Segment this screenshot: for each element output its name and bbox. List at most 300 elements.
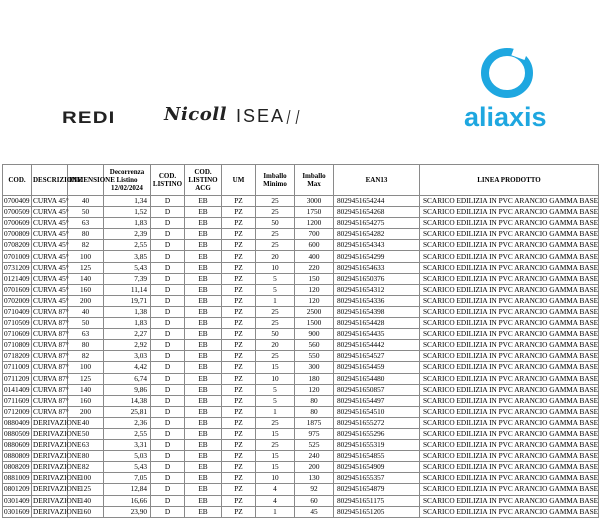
cell-max: 1750 xyxy=(295,207,334,218)
cell-price: 4,42 xyxy=(104,362,151,373)
cell-dim: 80 xyxy=(68,340,104,351)
cell-min: 5 xyxy=(256,273,295,284)
table-row xyxy=(3,451,599,462)
cell-line: SCARICO EDILIZIA IN PVC ARANCIO GAMMA BASE xyxy=(420,295,599,306)
cell-ean: 8029451654510 xyxy=(334,406,420,417)
cell-desc: CURVA 45° xyxy=(33,240,69,250)
table-row xyxy=(3,506,599,517)
isea-logo xyxy=(236,106,298,127)
cell-list: D xyxy=(151,295,185,306)
redi-logo xyxy=(62,108,116,128)
cell-desc: DERIVAZIONE xyxy=(33,506,82,516)
cell-ean: 8029451651205 xyxy=(334,506,420,517)
cell-min: 4 xyxy=(256,484,295,495)
nicoll-logo xyxy=(164,104,227,125)
cell-list: D xyxy=(151,262,185,273)
cell-list: D xyxy=(151,351,185,362)
table-row xyxy=(3,417,599,428)
cell-cod: 0710809 xyxy=(4,340,30,350)
cell-min: 10 xyxy=(256,373,295,384)
cell-ean: 8029451655319 xyxy=(334,440,420,451)
cell-price: 16,66 xyxy=(104,495,151,506)
cell-dim: 100 xyxy=(68,251,104,262)
cell-list: D xyxy=(151,428,185,439)
cell-cod: 0700409 xyxy=(4,196,30,206)
cell-price: 2,55 xyxy=(104,240,151,251)
cell-um: PZ xyxy=(222,406,256,417)
cell-max: 120 xyxy=(295,284,334,295)
cell-acg: EB xyxy=(185,495,222,506)
cell-price: 25,81 xyxy=(104,406,151,417)
col-header-max: Imballo Max xyxy=(295,165,334,196)
cell-max: 200 xyxy=(295,462,334,473)
cell-acg: EB xyxy=(185,306,222,317)
cell-min: 15 xyxy=(256,362,295,373)
cell-um: PZ xyxy=(222,262,256,273)
table-row xyxy=(3,351,599,362)
col-header-um: UM xyxy=(222,165,256,196)
cell-desc: CURVA 87° xyxy=(33,340,69,350)
table-row xyxy=(3,318,599,329)
cell-line: SCARICO EDILIZIA IN PVC ARANCIO GAMMA BASE xyxy=(420,229,599,240)
cell-ean: 8029451654343 xyxy=(334,240,420,251)
cell-list: D xyxy=(151,196,185,207)
cell-list: D xyxy=(151,218,185,229)
cell-line: SCARICO EDILIZIA IN PVC ARANCIO GAMMA BASE xyxy=(420,462,599,473)
cell-min: 1 xyxy=(256,295,295,306)
cell-cod: 0880509 xyxy=(4,429,30,439)
cell-acg: EB xyxy=(185,284,222,295)
cell-max: 240 xyxy=(295,451,334,462)
cell-acg: EB xyxy=(185,473,222,484)
cell-price: 2,92 xyxy=(104,340,151,351)
aliaxis-ring-icon xyxy=(478,46,536,100)
cell-max: 120 xyxy=(295,295,334,306)
cell-line: SCARICO EDILIZIA IN PVC ARANCIO GAMMA BASE xyxy=(420,406,599,417)
cell-ean: 8029451654480 xyxy=(334,373,420,384)
cell-min: 4 xyxy=(256,495,295,506)
cell-acg: EB xyxy=(185,340,222,351)
cell-min: 25 xyxy=(256,229,295,240)
cell-list: D xyxy=(151,417,185,428)
cell-um: PZ xyxy=(222,318,256,329)
cell-ean: 8029451654336 xyxy=(334,295,420,306)
cell-desc: CURVA 87° xyxy=(33,373,69,383)
cell-line: SCARICO EDILIZIA IN PVC ARANCIO GAMMA BASE xyxy=(420,207,599,218)
cell-um: PZ xyxy=(222,417,256,428)
col-header-list: COD. LISTINO xyxy=(151,165,185,196)
table-row xyxy=(3,262,599,273)
cell-cod: 0801209 xyxy=(4,484,30,494)
cell-um: PZ xyxy=(222,462,256,473)
cell-desc: CURVA 87° xyxy=(33,306,69,316)
cell-max: 80 xyxy=(295,395,334,406)
table-row xyxy=(3,207,599,218)
cell-max: 60 xyxy=(295,495,334,506)
cell-cod: 0710609 xyxy=(4,329,30,339)
brand-logos xyxy=(60,104,310,132)
cell-price: 12,84 xyxy=(104,484,151,495)
cell-min: 50 xyxy=(256,329,295,340)
cell-acg: EB xyxy=(185,417,222,428)
cell-price: 2,39 xyxy=(104,229,151,240)
cell-min: 25 xyxy=(256,351,295,362)
price-table xyxy=(2,164,599,518)
cell-um: PZ xyxy=(222,306,256,317)
cell-line: SCARICO EDILIZIA IN PVC ARANCIO GAMMA BASE xyxy=(420,329,599,340)
cell-max: 3000 xyxy=(295,196,334,207)
cell-line: SCARICO EDILIZIA IN PVC ARANCIO GAMMA BASE xyxy=(420,340,599,351)
cell-cod: 0121409 xyxy=(4,273,30,283)
cell-um: PZ xyxy=(222,451,256,462)
cell-um: PZ xyxy=(222,340,256,351)
cell-dim: 50 xyxy=(68,207,104,218)
cell-ean: 8029451651175 xyxy=(334,495,420,506)
cell-desc: DERIVAZIONE xyxy=(33,429,82,439)
cell-desc: CURVA 45° xyxy=(33,262,69,272)
cell-min: 15 xyxy=(256,462,295,473)
cell-acg: EB xyxy=(185,196,222,207)
cell-max: 600 xyxy=(295,240,334,251)
cell-min: 25 xyxy=(256,207,295,218)
cell-cod: 0301409 xyxy=(4,495,30,505)
table-row xyxy=(3,284,599,295)
cell-dim: 50 xyxy=(68,428,104,439)
cell-list: D xyxy=(151,362,185,373)
cell-acg: EB xyxy=(185,373,222,384)
redi-logo-text: REDI xyxy=(62,108,116,127)
cell-price: 19,71 xyxy=(104,295,151,306)
cell-min: 25 xyxy=(256,318,295,329)
table-header-row xyxy=(3,165,599,196)
cell-min: 20 xyxy=(256,340,295,351)
cell-cod: 0808209 xyxy=(4,462,30,472)
cell-acg: EB xyxy=(185,395,222,406)
cell-acg: EB xyxy=(185,406,222,417)
cell-acg: EB xyxy=(185,462,222,473)
cell-um: PZ xyxy=(222,329,256,340)
cell-list: D xyxy=(151,251,185,262)
cell-price: 7,39 xyxy=(104,273,151,284)
cell-list: D xyxy=(151,506,185,517)
cell-dim: 125 xyxy=(68,373,104,384)
cell-dim: 50 xyxy=(68,318,104,329)
cell-desc: DERIVAZIONE xyxy=(33,462,82,472)
cell-line: SCARICO EDILIZIA IN PVC ARANCIO GAMMA BASE xyxy=(420,473,599,484)
col-header-ean: EAN13 xyxy=(334,165,420,196)
cell-list: D xyxy=(151,340,185,351)
col-header-acg: COD. LISTINO ACG xyxy=(185,165,222,196)
cell-acg: EB xyxy=(185,262,222,273)
cell-desc: CURVA 87° xyxy=(33,362,69,372)
cell-max: 220 xyxy=(295,262,334,273)
cell-ean: 8029451655357 xyxy=(334,473,420,484)
cell-desc: DERIVAZIONE xyxy=(33,440,82,450)
cell-desc: CURVA 45° xyxy=(33,273,69,283)
cell-cod: 0881009 xyxy=(4,473,30,483)
cell-acg: EB xyxy=(185,218,222,229)
cell-list: D xyxy=(151,406,185,417)
cell-cod: 0301609 xyxy=(4,506,30,516)
cell-cod: 0711609 xyxy=(3,395,32,406)
cell-max: 2500 xyxy=(295,306,334,317)
cell-list: D xyxy=(151,473,185,484)
cell-line: SCARICO EDILIZIA IN PVC ARANCIO GAMMA BASE xyxy=(420,395,599,406)
cell-acg: EB xyxy=(185,506,222,517)
cell-cod: 0880409 xyxy=(4,417,30,427)
cell-ean: 8029451654633 xyxy=(334,262,420,273)
cell-um: PZ xyxy=(222,251,256,262)
cell-dim: 40 xyxy=(68,196,104,207)
cell-ean: 8029451654275 xyxy=(334,218,420,229)
cell-desc: CURVA 45° xyxy=(33,207,69,217)
cell-desc: CURVA 87° xyxy=(33,318,69,328)
cell-price: 1,38 xyxy=(104,306,151,317)
cell-dim: 80 xyxy=(68,229,104,240)
cell-cod: 0701609 xyxy=(4,284,30,294)
cell-cod: 0141409 xyxy=(4,384,30,394)
cell-dim: 160 xyxy=(68,284,104,295)
cell-um: PZ xyxy=(222,473,256,484)
cell-price: 3,85 xyxy=(104,251,151,262)
cell-dim: 100 xyxy=(68,362,104,373)
aliaxis-logo xyxy=(458,46,558,136)
cell-max: 150 xyxy=(295,273,334,284)
cell-list: D xyxy=(151,462,185,473)
table-row xyxy=(3,406,599,417)
cell-dim: 100 xyxy=(68,473,104,484)
cell-desc: CURVA 87° xyxy=(33,351,69,361)
cell-line: SCARICO EDILIZIA IN PVC ARANCIO GAMMA BASE xyxy=(420,262,599,273)
cell-price: 5,43 xyxy=(104,462,151,473)
col-header-price: Decorrenza Listino 12/02/2024 xyxy=(104,165,151,196)
table-row xyxy=(3,196,599,207)
cell-ean: 8029451654527 xyxy=(334,351,420,362)
cell-acg: EB xyxy=(185,318,222,329)
cell-dim: 40 xyxy=(68,417,104,428)
col-header-line: LINEA PRODOTTO xyxy=(420,165,599,196)
cell-ean: 8029451654282 xyxy=(334,229,420,240)
cell-desc: CURVA 45° xyxy=(33,218,69,228)
cell-desc: DERIVAZIONE xyxy=(33,495,82,505)
cell-line: SCARICO EDILIZIA IN PVC ARANCIO GAMMA BASE xyxy=(420,484,599,495)
cell-dim: 125 xyxy=(68,262,104,273)
cell-line: SCARICO EDILIZIA IN PVC ARANCIO GAMMA BASE xyxy=(420,284,599,295)
cell-price: 1,83 xyxy=(104,218,151,229)
aliaxis-wordmark: aliaxis xyxy=(464,102,547,132)
cell-line: SCARICO EDILIZIA IN PVC ARANCIO GAMMA BASE xyxy=(420,417,599,428)
table-row xyxy=(3,251,599,262)
table-row xyxy=(3,495,599,506)
cell-price: 5,03 xyxy=(104,451,151,462)
cell-desc: CURVA 87° xyxy=(33,395,69,405)
cell-line: SCARICO EDILIZIA IN PVC ARANCIO GAMMA BASE xyxy=(420,440,599,451)
cell-min: 10 xyxy=(256,262,295,273)
cell-desc: CURVA 45° xyxy=(33,295,69,305)
cell-um: PZ xyxy=(222,428,256,439)
cell-list: D xyxy=(151,384,185,395)
cell-cod: 0712009 xyxy=(4,406,30,416)
cell-acg: EB xyxy=(185,484,222,495)
cell-price: 6,74 xyxy=(104,373,151,384)
cell-list: D xyxy=(151,373,185,384)
cell-min: 20 xyxy=(256,251,295,262)
cell-cod: 0880809 xyxy=(4,451,30,461)
cell-dim: 160 xyxy=(68,506,104,517)
cell-dim: 63 xyxy=(68,218,104,229)
cell-price: 1,83 xyxy=(104,318,151,329)
cell-max: 550 xyxy=(295,351,334,362)
cell-cod: 0702009 xyxy=(4,295,30,305)
cell-desc: CURVA 87° xyxy=(33,384,69,394)
table-row xyxy=(3,306,599,317)
cell-min: 1 xyxy=(256,506,295,517)
cell-dim: 40 xyxy=(68,306,104,317)
cell-list: D xyxy=(151,495,185,506)
cell-desc: DERIVAZIONE xyxy=(33,417,82,427)
table-body xyxy=(3,196,599,518)
table-row xyxy=(3,473,599,484)
col-header-min: Imballo Minimo xyxy=(256,165,295,196)
cell-price: 11,14 xyxy=(104,284,151,295)
table-row xyxy=(3,373,599,384)
cell-cod: 0711009 xyxy=(3,362,32,373)
cell-price: 1,52 xyxy=(104,207,151,218)
cell-line: SCARICO EDILIZIA IN PVC ARANCIO GAMMA BASE xyxy=(420,362,599,373)
cell-dim: 82 xyxy=(68,462,104,473)
cell-cod: 0701009 xyxy=(4,251,30,261)
cell-max: 300 xyxy=(295,362,334,373)
cell-acg: EB xyxy=(185,351,222,362)
cell-list: D xyxy=(151,284,185,295)
cell-min: 50 xyxy=(256,218,295,229)
cell-um: PZ xyxy=(222,295,256,306)
cell-max: 80 xyxy=(295,406,334,417)
table-row xyxy=(3,229,599,240)
cell-max: 525 xyxy=(295,440,334,451)
cell-acg: EB xyxy=(185,295,222,306)
cell-price: 1,34 xyxy=(104,196,151,207)
cell-dim: 63 xyxy=(68,440,104,451)
cell-um: PZ xyxy=(222,440,256,451)
cell-list: D xyxy=(151,273,185,284)
table-row xyxy=(3,273,599,284)
cell-um: PZ xyxy=(222,384,256,395)
cell-ean: 8029451654497 xyxy=(334,395,420,406)
cell-desc: CURVA 45° xyxy=(33,196,69,206)
cell-ean: 8029451654312 xyxy=(334,284,420,295)
cell-acg: EB xyxy=(185,451,222,462)
cell-acg: EB xyxy=(185,428,222,439)
cell-min: 25 xyxy=(256,196,295,207)
cell-list: D xyxy=(151,329,185,340)
cell-min: 15 xyxy=(256,451,295,462)
cell-min: 25 xyxy=(256,240,295,251)
cell-max: 92 xyxy=(295,484,334,495)
cell-list: D xyxy=(151,306,185,317)
cell-desc: CURVA 45° xyxy=(33,229,69,239)
cell-max: 1500 xyxy=(295,318,334,329)
cell-min: 5 xyxy=(256,384,295,395)
cell-min: 1 xyxy=(256,406,295,417)
cell-ean: 8029451655296 xyxy=(334,428,420,439)
cell-line: SCARICO EDILIZIA IN PVC ARANCIO GAMMA BASE xyxy=(420,218,599,229)
cell-acg: EB xyxy=(185,207,222,218)
cell-cod: 0700809 xyxy=(4,229,30,239)
cell-min: 5 xyxy=(256,395,295,406)
cell-ean: 8029451654909 xyxy=(334,462,420,473)
cell-desc: DERIVAZIONE xyxy=(33,451,82,461)
cell-desc: CURVA 45° xyxy=(33,284,69,294)
cell-ean: 8029451655272 xyxy=(334,417,420,428)
cell-dim: 140 xyxy=(68,384,104,395)
cell-ean: 8029451650376 xyxy=(334,273,420,284)
cell-dim: 200 xyxy=(68,406,104,417)
cell-cod: 0731209 xyxy=(4,262,30,272)
cell-dim: 160 xyxy=(68,395,104,406)
cell-desc: DERIVAZIONE xyxy=(33,473,82,483)
cell-acg: EB xyxy=(185,229,222,240)
cell-min: 25 xyxy=(256,417,295,428)
cell-price: 14,38 xyxy=(104,395,151,406)
cell-max: 180 xyxy=(295,373,334,384)
cell-list: D xyxy=(151,440,185,451)
cell-max: 130 xyxy=(295,473,334,484)
cell-dim: 200 xyxy=(68,295,104,306)
cell-max: 120 xyxy=(295,384,334,395)
cell-dim: 82 xyxy=(68,240,104,251)
cell-desc: DERIVAZIONE xyxy=(33,484,82,494)
cell-price: 2,27 xyxy=(104,329,151,340)
cell-list: D xyxy=(151,240,185,251)
cell-acg: EB xyxy=(185,440,222,451)
cell-line: SCARICO EDILIZIA IN PVC ARANCIO GAMMA BASE xyxy=(420,384,599,395)
cell-um: PZ xyxy=(222,240,256,251)
table-row xyxy=(3,218,599,229)
table-row xyxy=(3,462,599,473)
cell-um: PZ xyxy=(222,196,256,207)
cell-min: 10 xyxy=(256,473,295,484)
cell-acg: EB xyxy=(185,329,222,340)
cell-list: D xyxy=(151,207,185,218)
cell-price: 2,55 xyxy=(104,428,151,439)
cell-price: 2,36 xyxy=(104,417,151,428)
col-header-dim: DIMENSIONE xyxy=(68,165,104,196)
cell-acg: EB xyxy=(185,384,222,395)
cell-dim: 125 xyxy=(68,484,104,495)
cell-max: 975 xyxy=(295,428,334,439)
cell-line: SCARICO EDILIZIA IN PVC ARANCIO GAMMA BASE xyxy=(420,428,599,439)
cell-um: PZ xyxy=(222,207,256,218)
cell-cod: 0880609 xyxy=(4,440,30,450)
table-row xyxy=(3,484,599,495)
table-row xyxy=(3,395,599,406)
cell-price: 3,31 xyxy=(104,440,151,451)
cell-dim: 63 xyxy=(68,329,104,340)
cell-ean: 8029451654442 xyxy=(334,340,420,351)
cell-um: PZ xyxy=(222,229,256,240)
cell-max: 1200 xyxy=(295,218,334,229)
cell-max: 45 xyxy=(295,506,334,517)
cell-desc: CURVA 45° xyxy=(33,251,69,261)
cell-list: D xyxy=(151,395,185,406)
cell-um: PZ xyxy=(222,495,256,506)
cell-acg: EB xyxy=(185,362,222,373)
cell-ean: 8029451654855 xyxy=(334,451,420,462)
cell-um: PZ xyxy=(222,362,256,373)
cell-um: PZ xyxy=(222,218,256,229)
cell-um: PZ xyxy=(222,351,256,362)
